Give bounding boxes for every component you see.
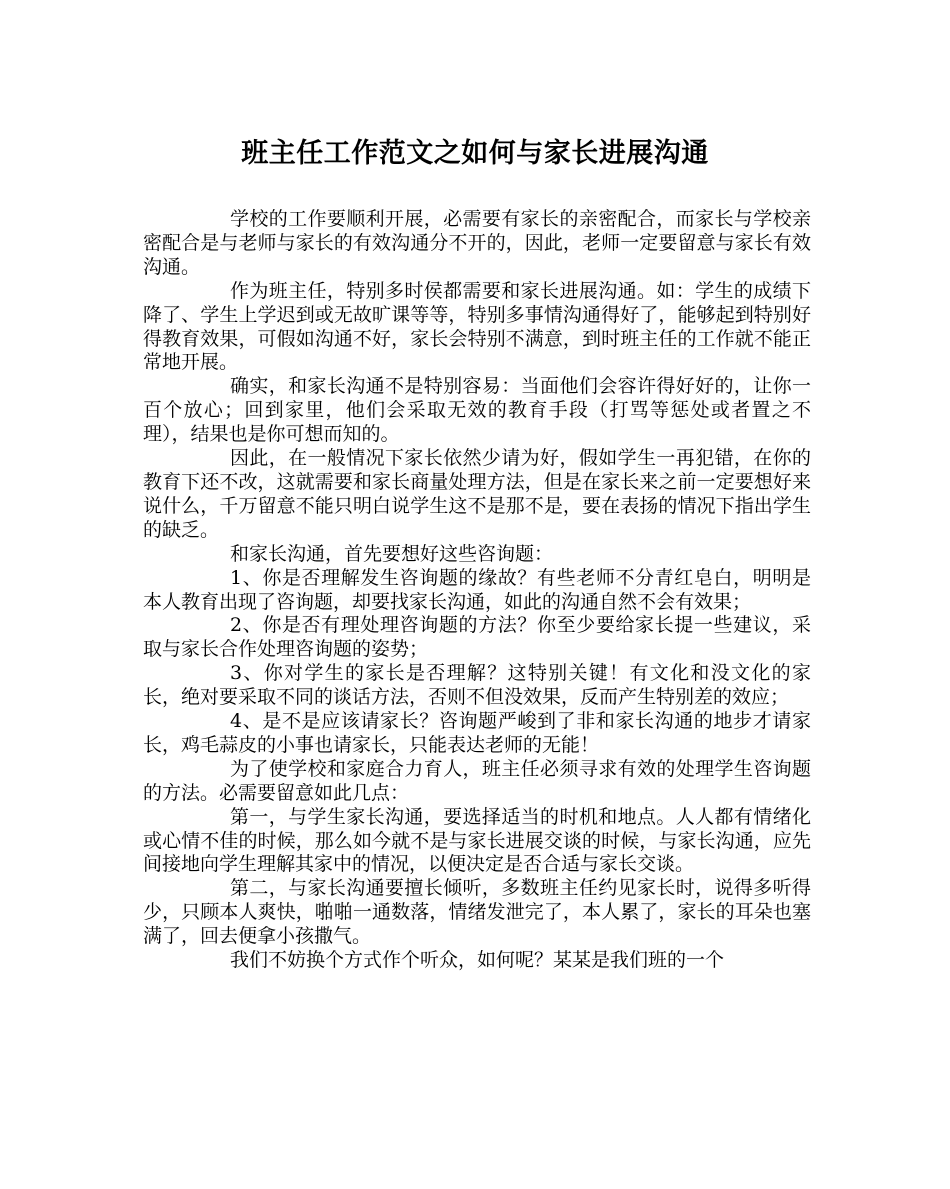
paragraph: 为了使学校和家庭合力育人，班主任必须寻求有效的处理学生咨询题的方法。必需要留意如此几点：	[143, 757, 811, 804]
list-item-3: 3、你对学生的家长是否理解？这特别关键！有文化和没文化的家长，绝对要采取不同的谈话方法，否则不但没效果，反而产生特别差的效应；	[143, 662, 811, 709]
paragraph: 作为班主任，特别多时侯都需要和家长进展沟通。如：学生的成绩下降了、学生上学迟到或无故旷课等等，特别多事情沟通得好了，能够起到特别好得教育效果，可假如沟通不好，家长会特别不满意，到时班主任的工作就不能正常地开展。	[143, 279, 811, 374]
list-item-2: 2、你是否有理处理咨询题的方法？你至少要给家长提一些建议，采取与家长合作处理咨询题的姿势；	[143, 614, 811, 661]
paragraph: 第二，与家长沟通要擅长倾听，多数班主任约见家长时，说得多听得少，只顾本人爽快，啪啪一通数落，情绪发泄完了，本人累了，家长的耳朵也塞满了，回去便拿小孩撒气。	[143, 877, 811, 948]
paragraph: 因此，在一般情况下家长依然少请为好，假如学生一再犯错，在你的教育下还不改，这就需要和家长商量处理方法，但是在家长来之前一定要想好来说什么，千万留意不能只明白说学生这不是那不是，要在表扬的情况下指出学生的缺乏。	[143, 447, 811, 541]
paragraph: 学校的工作要顺利开展，必需要有家长的亲密配合，而家长与学校亲密配合是与老师与家长的有效沟通分不开的，因此，老师一定要留意与家长有效沟通。	[143, 208, 811, 278]
document-body	[143, 208, 811, 973]
paragraph: 和家长沟通，首先要想好这些咨询题：	[230, 542, 554, 565]
list-item-1: 1、你是否理解发生咨询题的缘故？有些老师不分青红皂白，明明是本人教育出现了咨询题，却要找家长沟通，如此的沟通自然不会有效果；	[143, 566, 811, 613]
list-item-4: 4、是不是应该请家长？咨询题严峻到了非和家长沟通的地步才请家长，鸡毛蒜皮的小事也请家长，只能表达老师的无能！	[143, 710, 811, 756]
paragraph: 我们不妨换个方式作个听众，如何呢？某某是我们班的一个	[230, 949, 725, 972]
document-title: 班主任工作范文之如何与家长进展沟通	[241, 138, 709, 169]
paragraph: 第一，与学生家长沟通，要选择适当的时机和地点。人人都有情绪化或心情不佳的时候，那么如今就不是与家长进展交谈的时候，与家长沟通，应先间接地向学生理解其家中的情况，以便决定是否合适与家长交谈。	[143, 805, 811, 876]
paragraph: 确实，和家长沟通不是特别容易：当面他们会容许得好好的，让你一百个放心；回到家里，他们会采取无效的教育手段（打骂等惩处或者置之不理），结果也是你可想而知的。	[143, 375, 811, 446]
